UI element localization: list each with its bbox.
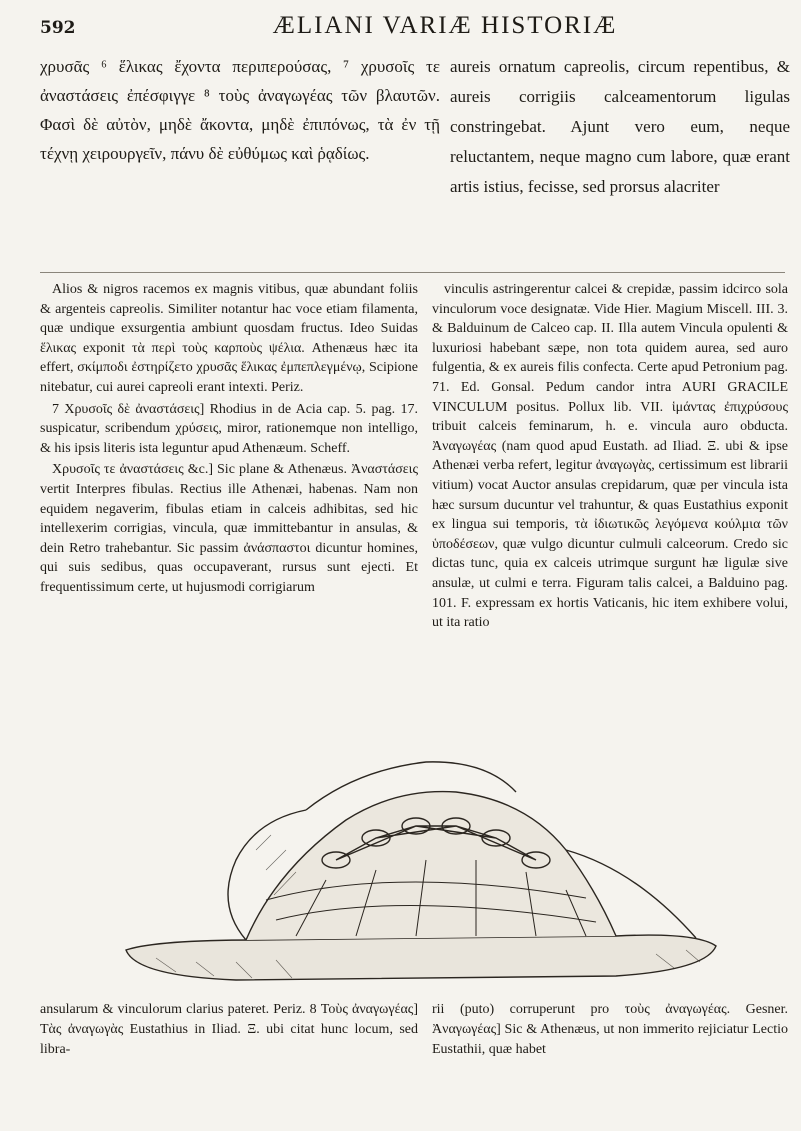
note-paragraph: rii (puto) corruperunt pro τοὺς ἀναγωγέας. Gesner. Ἀναγωγέας] Sic & Athenæus, ut non immerito rejiciatur Lectio Eustathii, quæ habet <box>432 1002 788 1057</box>
page-number: 592 <box>40 18 76 38</box>
text-notes-divider <box>40 272 785 273</box>
latin-translation-column <box>450 52 790 202</box>
bottom-notes-right <box>432 1000 788 1060</box>
notes-right-column <box>432 280 788 635</box>
running-head <box>40 12 780 46</box>
note-paragraph: ansularum & vinculorum clarius pateret. Periz. 8 Τοὺς ἀναγωγέας] Τὰς ἀναγωγὰς Eustathius in Iliad. Ξ. ubi citat hunc locum, sed libra- <box>40 1002 418 1057</box>
greek-text-column <box>40 52 440 168</box>
note-paragraph: 7 Χρυσοῖς δὲ ἀναστάσεις] Rhodius in de Acia cap. 5. pag. 17. suspicatur, scribendum χρύσεις, miror, rationemque non intelligo, & his ipsis literis ista leguntur apud Athenæum. Scheff. <box>40 401 418 456</box>
sandal-upper <box>246 792 616 940</box>
note-paragraph: vinculis astringerentur calcei & crepidæ, passim idcirco sola vinculorum voce designatæ. Vide Hier. Magium Miscell. III. 3. & Balduinum de Calceo cap. II. Illa autem Vincula opulenti & luxuriosi habebant sæpe, non tota quidem aurea, sed auro fulgentia, & ex aureis filis confecta. Certe apud Petronium pag. 71. Ed. Gonsal. Pedum candor intra AURI GRACILE VINCULUM positus. Pollux lib. VII. ἱμάντας ἐπιχρύσους tribuit calceis feminarum, h. e. vincula auro obducta. Ἀναγωγέας (nam quod apud Eustath. ad Iliad. Ξ. ubi & ipse Athenæi verba refert, legitur ἀναγωγὰς, certissimum est librarii vitium) vocat Auctor ansulas crepidarum, quæ per vincula ista hæc sursum ducuntur vel trahuntur, & quas Eustathius exponit ex lingua sui temporis, τὰ ἰδιωτικῶς λεγόμενα κούλμια τῶν ὑποδέσεων, quæ vulgo dicuntur culmuli calceorum. Credo sic dictas tunc, quia ex calceis utrimque surgunt hæ ligulæ sive ansulæ, ut culmi e terra. Figuram talis calcei, a Balduino pag. 101. F. expressam ex hortis Vaticanis, hic item exhibere volui, ut ita ratio <box>432 282 788 631</box>
greek-text: χρυσᾶς ⁶ ἕλικας ἔχοντα περιπερούσας, ⁷ χρυσοῖς τε ἀναστάσεις ἐπέσφιγγε ⁸ τοὺς ἀναγωγέας τῶν βλαυτῶν. Φασὶ δὲ αὐτὸν, μηδὲ ἄκοντα, μηδὲ ἐπιπόνως, τὰ ἐν τῇ τέχνῃ χειρουργεῖν, πάνυ δὲ εὐθύμως καὶ ῥᾳδίως. <box>40 57 440 163</box>
sandal-illustration <box>96 700 736 990</box>
bottom-notes-left <box>40 1000 418 1060</box>
running-title: ÆLIANI VARIÆ HISTORIÆ <box>272 12 618 39</box>
latin-text: aureis ornatum capreolis, circum repentibus, & aureis corrigiis calceamentorum ligulas constringebat. Ajunt vero eum, neque reluctantem, neque magno cum labore, quæ erant artis istius, fecisse, sed prorsus alacriter <box>450 57 790 196</box>
notes-left-column <box>40 280 418 600</box>
note-paragraph: Χρυσοῖς τε ἀναστάσεις &c.] Sic plane & Athenæus. Ἀναστάσεις vertit Interpres fibulas. Rectius ille Athenæi, habenas. Nam non equidem negaverim, fibulas etiam in calceis adhibitas, sed hic intellexerim corrigias, vincula, quæ immittebantur in ansulas, & dein Retro trahebantur. Sic passim ἀνάσπαστοι dicuntur homines, qui suis sedibus, quas occupaverant, rursus sunt ejecti. Et frequentissimum certe, ut hujusmodi corrigiarum <box>40 462 418 595</box>
note-paragraph: Alios & nigros racemos ex magnis vitibus, quæ abundant foliis & argenteis capreolis. Similiter notantur hac voce etiam filamenta, quæ undique exsurgentia ambiunt quosdam fructus. Ideo Suidas ἕλικας exponit τὰ περὶ τοὺς καρποὺς ψέλια. Athenæus hæc ita effert, σκίμποδι ἐστηρίζετο χρυσᾶς ἕλικας ἐμπεπλεγμένῳ, Scipione nitebatur, cui aurei capreoli erant intexti. Periz. <box>40 282 418 395</box>
sandal-sole <box>126 935 716 980</box>
